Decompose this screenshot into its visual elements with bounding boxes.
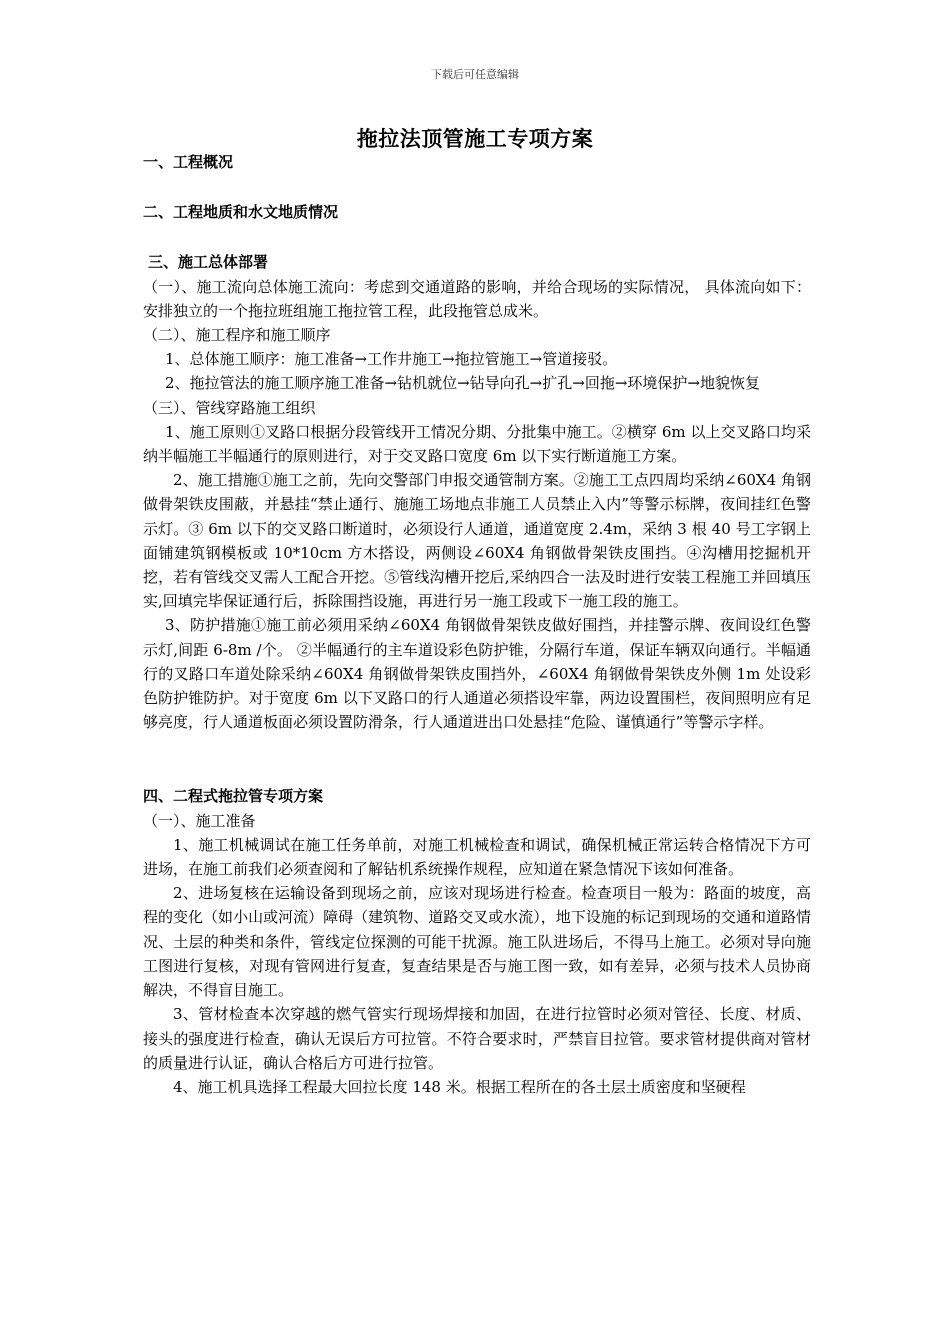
paragraph: 2、施工措施①施工之前，先向交警部门申报交通管制方案。②施工工点四周均采纳∠60X4 角钢做骨架铁皮围蔽，并悬挂“禁止通行、施施工场地点非施工人员禁止入内”等警示标牌，夜间挂红色警示灯。③ 6m 以下的交叉路口断道时，必须设行人通道，通道宽度 2.4m，采纳 3 根 40 号工字钢上面铺建筑钢模板或 10*10cm 方木搭设，两侧设∠60X4 角钢做骨架铁皮围挡。④沟槽用挖掘机开挖，若有管线交叉需人工配合开挖。⑤管线沟槽开挖后,采纳四合一法及时进行安装工程施工并回填压实,回填完毕保证通行后，拆除围挡设施，再进行另一施工段或下一施工段的施工。	[143, 471, 811, 611]
document-title: 拖拉法顶管施工专项方案	[356, 126, 594, 151]
section-heading-overview: 一、工程概况	[143, 153, 234, 171]
paragraph: 4、施工机具选择工程最大回拉长度 148 米。根据工程所在的各土层土质密度和坚硬程	[173, 1077, 746, 1096]
paragraph: 1、施工机械调试在施工任务单前，对施工机械检查和调试，确保机械正常运转合格情况下方可进场，在施工前我们必须查阅和了解钻机系统操作规程，应知道在紧急情况下该如何准备。	[143, 835, 811, 879]
section-heading-geology: 二、工程地质和水文地质情况	[143, 203, 339, 222]
paragraph: （二）、施工程序和施工顺序	[143, 326, 331, 345]
paragraph: 1、总体施工顺序：施工准备→工作井施工→拖拉管施工→管道接驳。	[165, 350, 618, 369]
paragraph: （一）、施工流向总体施工流向：考虑到交通道路的影响，并给合现场的实际情况， 具体流向如下：安排独立的一个拖拉班组施工拖拉管工程，此段拖管总成米。	[143, 277, 811, 320]
paragraph: 3、防护措施①施工前必须用采纳∠60X4 角钢做骨架铁皮做好围挡，并挂警示牌、夜间设红色警示灯,间距 6-8m /个。 ②半幅通行的主车道设彩色防护锥，分隔行车道，保证车辆双向通行。半幅通行的叉路口车道处除采纳∠60X4 角钢做骨架铁皮围挡外，∠60X4 角钢做骨架铁皮外侧 1m 处设彩色防护锥防护。对于宽度 6m 以下叉路口的行人通道必须搭设牢靠，两边设置围栏，夜间照明应有足够亮度，行人通道板面必须设置防滑条，行人通道进出口处悬挂“危险、谨慎通行”等警示字样。	[143, 616, 811, 732]
paragraph: （三）、管线穿路施工组织	[143, 398, 316, 417]
section-heading-deployment: 三、施工总体部署	[148, 253, 269, 272]
header-note: 下载后可任意编辑	[431, 68, 519, 81]
paragraph: （一）、施工准备	[143, 811, 256, 830]
paragraph: 3、管材检查本次穿越的燃气管实行现场焊接和加固，在进行拉管时必须对管径、长度、材质、接头的强度进行检查，确认无误后方可拉管。不符合要求时，严禁盲目拉管。要求管材提供商对管材的质量进行认证，确认合格后方可进行拉管。	[143, 1005, 811, 1072]
document-body	[143, 150, 811, 1099]
paragraph: 1、施工原则①叉路口根据分段管线开工情况分期、分批集中施工。②横穿 6m 以上交叉路口均采纳半幅施工半幅通行的原则进行，对于交叉路口宽度 6m 以下实行断道施工方案。	[143, 422, 811, 466]
paragraph: 2、拖拉管法的施工顺序施工准备→钻机就位→钻导向孔→扩孔→回拖→环境保护→地貌恢复	[165, 374, 760, 393]
paragraph: 2、进场复核在运输设备到现场之前，应该对现场进行检查。检查项目一般为：路面的坡度，高程的变化（如小山或河流）障碍（建筑物、道路交叉或水流），地下设施的标记到现场的交通和道路情况、土层的种类和条件，管线定位探测的可能干扰源。施工队进场后，不得马上施工。必须对导向施工图进行复核，对现有管网进行复查，复查结果是否与施工图一致，如有差异，必须与技术人员协商解决，不得盲目施工。	[143, 884, 811, 1000]
section-heading-pull-pipe-plan: 四、二程式拖拉管专项方案	[143, 787, 324, 806]
